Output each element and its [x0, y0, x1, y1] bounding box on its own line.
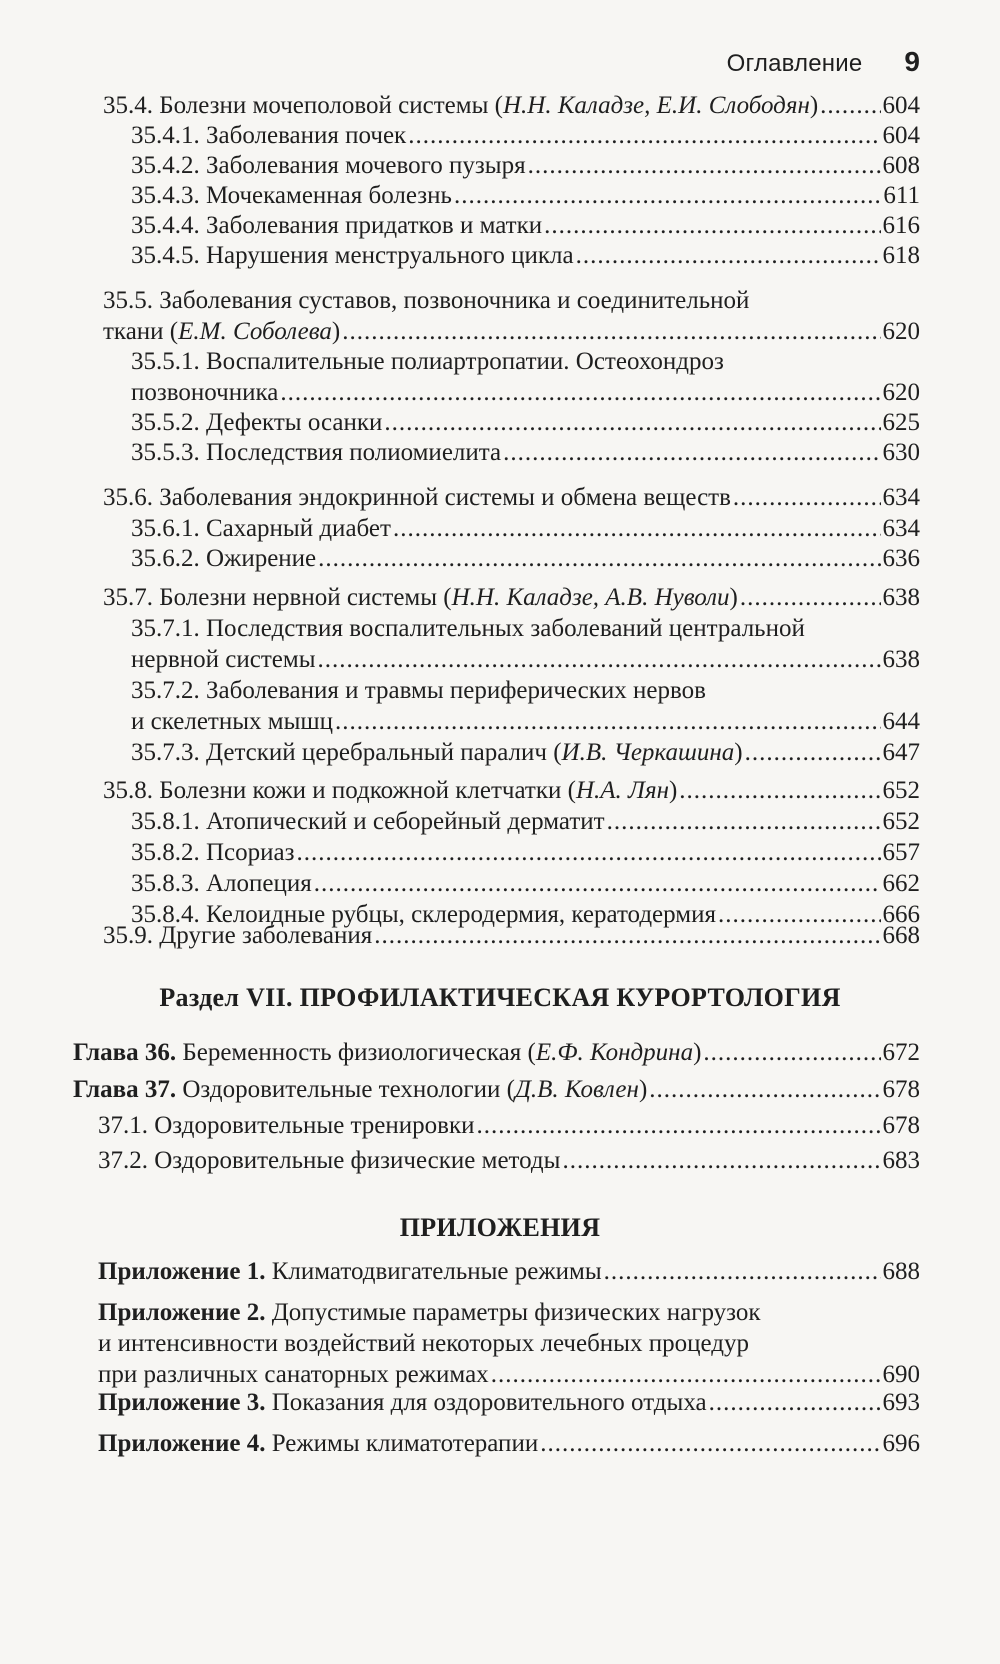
entry-title: 35.4.4. Заболевания придатков и матки	[131, 212, 543, 239]
toc-entry-35-5: 35.5. Заболевания суставов, позвоночника и соединительной ткани (Е.М. Соболева) ..... 620	[103, 285, 920, 347]
entry-author: И.В. Черкашина	[561, 739, 735, 766]
toc-entry-35-7-3: 35.7.3. Детский церебральный паралич (И.В. Черкашина) ..... 647	[131, 737, 920, 768]
entry-author: Н.Н. Каладзе, Е.И. Слободян	[502, 92, 810, 119]
entry-author: Н.Н. Каладзе, А.В. Нуволи	[451, 584, 730, 611]
entry-label: Глава 37.	[73, 1076, 177, 1103]
entry-title: 35.5.3. Последствия полиомиелита	[131, 439, 502, 466]
toc-entry-35-4-3	[131, 180, 920, 211]
entry-title: 35.9. Другие заболевания	[103, 922, 373, 949]
leader-dots	[733, 482, 881, 513]
toc-entry-35-8: 35.8. Болезни кожи и подкожной клетчатки (Н.А. Лян) ..... 652	[103, 775, 920, 806]
entry-title: Оздоровительные технологии	[176, 1076, 507, 1103]
entry-page: 630	[882, 439, 920, 466]
entry-title: позвоночника	[131, 379, 279, 406]
toc-entry-35-7-2	[131, 675, 920, 737]
entry-title: 35.4. Болезни мочеполовой системы	[103, 92, 495, 119]
entry-title: Беременность физиологическая	[176, 1039, 528, 1066]
entry-page: 678	[882, 1076, 920, 1103]
toc-entry-37-2	[98, 1145, 920, 1176]
toc-entry-35-4: 35.4. Болезни мочеполовой системы (Н.Н. Каладзе, Е.И. Слободян) ..... 604	[103, 90, 920, 121]
entry-title: ткани	[103, 318, 170, 345]
leader-dots	[335, 706, 880, 737]
entry-title: 35.4.2. Заболевания мочевого пузыря	[131, 152, 526, 179]
entry-title: 35.8. Болезни кожи и подкожной клетчатки	[103, 777, 568, 804]
leader-dots	[679, 775, 880, 806]
entry-page: 604	[882, 92, 920, 119]
entry-title: 35.7.3. Детский церебральный паралич	[131, 739, 554, 766]
entry-page: 672	[882, 1039, 920, 1066]
entry-page: 666	[882, 901, 920, 928]
toc-entry-35-8-2	[131, 837, 920, 868]
toc-entry-appendix-2	[98, 1297, 920, 1390]
entry-title: 35.4.1. Заболевания почек	[131, 122, 407, 149]
entry-label: Приложение 3.	[98, 1389, 266, 1416]
leader-dots	[544, 210, 880, 241]
entry-title: нервной системы	[131, 646, 316, 673]
toc-entry-35-4-1	[131, 120, 920, 151]
entry-label: Приложение 4.	[98, 1430, 266, 1457]
entry-title-line: 35.5.1. Воспалительные полиартропатии. Остеохондроз	[131, 348, 724, 375]
leader-dots	[408, 120, 880, 151]
entry-page: 693	[882, 1389, 920, 1416]
leader-dots	[562, 1145, 880, 1176]
leader-dots	[604, 1256, 881, 1287]
leader-dots	[607, 806, 881, 837]
entry-page: 611	[883, 182, 920, 209]
entry-title: 35.5.2. Дефекты осанки	[131, 409, 383, 436]
entry-page: 652	[882, 777, 920, 804]
entry-author: Е.Ф. Кондрина	[535, 1039, 694, 1066]
entry-title: и скелетных мышц	[131, 708, 334, 735]
toc-entry-37-1	[98, 1110, 920, 1141]
toc-entry-35-6-2	[131, 543, 920, 574]
leader-dots	[454, 180, 881, 211]
leader-dots	[297, 837, 881, 868]
toc-entry-35-8-3	[131, 868, 920, 899]
entry-label: Приложение 1.	[98, 1258, 266, 1285]
appendices-heading: ПРИЛОЖЕНИЯ	[399, 1213, 601, 1242]
entry-page: 678	[882, 1112, 920, 1139]
toc-entry-35-6-1	[131, 513, 920, 544]
entry-title: 35.8.3. Алопеция	[131, 870, 312, 897]
leader-dots	[280, 377, 880, 408]
leader-dots	[318, 644, 881, 675]
toc-entry-35-7-1	[131, 613, 920, 675]
toc-entry-appendix-4	[98, 1428, 920, 1459]
entry-title-line: 35.7.1. Последствия воспалительных заболеваний центральной	[131, 615, 805, 642]
entry-title-line	[98, 1297, 920, 1328]
leader-dots	[393, 513, 881, 544]
toc-entry-35-4-4	[131, 210, 920, 241]
entry-title: 35.4.5. Нарушения менструального цикла	[131, 242, 574, 269]
leader-dots	[491, 1359, 881, 1390]
section-heading: Раздел VII. ПРОФИЛАКТИЧЕСКАЯ КУРОРТОЛОГИЯ	[159, 983, 841, 1012]
entry-title: 35.4.3. Мочекаменная болезнь	[131, 182, 452, 209]
entry-page: 696	[882, 1430, 920, 1457]
running-head-title: Оглавление	[726, 50, 863, 77]
entry-author: Д.В. Ковлен	[514, 1076, 639, 1103]
entry-label: Приложение 2.	[98, 1299, 266, 1326]
entry-page: 690	[882, 1361, 920, 1388]
entry-page: 634	[882, 484, 920, 511]
entry-page: 620	[882, 379, 920, 406]
toc-entry-35-4-2	[131, 150, 920, 181]
entry-page: 662	[882, 870, 920, 897]
entry-page: 638	[882, 646, 920, 673]
toc-entry-35-5-1	[131, 346, 920, 408]
toc-entry-appendix-1	[98, 1256, 920, 1287]
toc-entry-35-9	[103, 920, 920, 951]
leader-dots	[342, 316, 880, 347]
entry-title: Климатодвигательные режимы	[265, 1258, 602, 1285]
entry-title: Режимы климатотерапии	[265, 1430, 539, 1457]
entry-title: Допустимые параметры физических нагрузок	[265, 1299, 761, 1326]
entry-page: 647	[882, 739, 920, 766]
running-head	[727, 46, 920, 78]
leader-dots	[374, 920, 880, 951]
page-number: 9	[904, 46, 920, 77]
entry-page: 683	[882, 1147, 920, 1174]
entry-page: 604	[882, 122, 920, 149]
entry-author: Н.А. Лян	[575, 777, 669, 804]
leader-dots	[649, 1074, 880, 1105]
toc-entry-35-7: 35.7. Болезни нервной системы (Н.Н. Каладзе, А.В. Нуволи) ..... 638	[103, 582, 920, 613]
toc-entry-35-5-2	[131, 407, 920, 438]
leader-dots	[318, 543, 880, 574]
leader-dots	[703, 1037, 880, 1068]
entry-page: 688	[882, 1258, 920, 1285]
toc-entry-35-5-3	[131, 437, 920, 468]
toc-entry-appendix-3	[98, 1387, 920, 1418]
leader-dots	[476, 1110, 880, 1141]
entry-author: Е.М. Соболева	[178, 318, 332, 345]
toc-entry-chapter-37: Глава 37. Оздоровительные технологии (Д.В. Ковлен) ..... 678	[73, 1074, 920, 1105]
entry-page: 634	[882, 515, 920, 542]
entry-title-line: 35.5. Заболевания суставов, позвоночника и соединительной	[103, 287, 750, 314]
entry-title: при различных санаторных режимах	[98, 1361, 489, 1388]
leader-dots	[314, 868, 881, 899]
leader-dots	[540, 1428, 880, 1459]
entry-title: Показания для оздоровительного отдыха	[265, 1389, 707, 1416]
entry-title-line: и интенсивности воздействий некоторых лечебных процедур	[98, 1330, 749, 1357]
entry-title-line: 35.7.2. Заболевания и травмы периферических нервов	[131, 677, 706, 704]
entry-title: 35.6.1. Сахарный диабет	[131, 515, 391, 542]
entry-page: 618	[882, 242, 920, 269]
leader-dots	[576, 240, 881, 271]
leader-dots	[528, 150, 881, 181]
entry-label: Глава 36.	[73, 1039, 177, 1066]
entry-title: 35.6. Заболевания эндокринной системы и обмена веществ	[103, 484, 731, 511]
entry-title: 35.8.4. Келоидные рубцы, склеродермия, кератодермия	[131, 901, 716, 928]
entry-page: 616	[882, 212, 920, 239]
leader-dots	[745, 737, 881, 768]
entry-title: 35.6.2. Ожирение	[131, 545, 317, 572]
entry-page: 657	[882, 839, 920, 866]
toc-entry-35-4-5	[131, 240, 920, 271]
leader-dots	[709, 1387, 881, 1418]
entry-page: 608	[882, 152, 920, 179]
toc-entry-35-6	[103, 482, 920, 513]
entry-title: 35.7. Болезни нервной системы	[103, 584, 444, 611]
entry-page: 625	[882, 409, 920, 436]
toc-entry-35-8-1	[131, 806, 920, 837]
leader-dots	[384, 407, 880, 438]
entry-title: 35.8.2. Псориаз	[131, 839, 295, 866]
entry-title: 37.1. Оздоровительные тренировки	[98, 1112, 475, 1139]
entry-page: 636	[882, 545, 920, 572]
entry-page: 620	[882, 318, 920, 345]
entry-title: 37.2. Оздоровительные физические методы	[98, 1147, 561, 1174]
leader-dots	[820, 90, 880, 121]
entry-page: 638	[882, 584, 920, 611]
entry-page: 668	[882, 922, 920, 949]
leader-dots	[740, 582, 881, 613]
entry-page: 644	[882, 708, 920, 735]
leader-dots	[503, 437, 880, 468]
toc-entry-chapter-36: Глава 36. Беременность физиологическая (Е.Ф. Кондрина) ..... 672	[73, 1037, 920, 1068]
entry-page: 652	[882, 808, 920, 835]
entry-title: 35.8.1. Атопический и себорейный дерматит	[131, 808, 605, 835]
